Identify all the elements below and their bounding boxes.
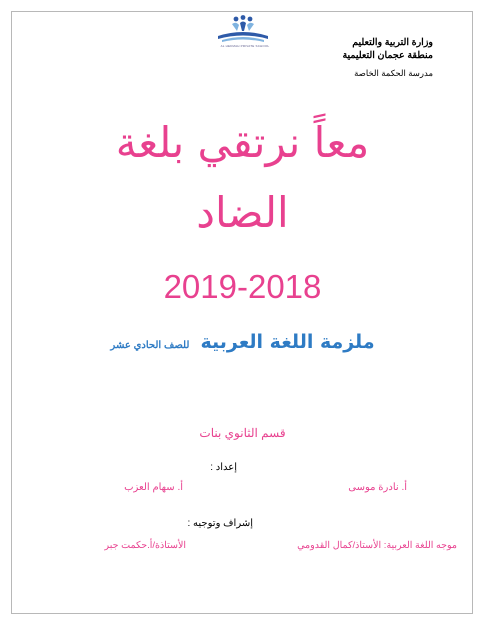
grade-label: للصف الحادي عشر [110,340,190,351]
supervisor-name: موجه اللغة العربية: الأستاذ/كمال القدومي [297,540,457,551]
author-name: أ. سهام العزب [124,482,183,493]
author-name: أ. نادرة موسى [348,482,407,493]
cover-title-line2: الضاد [196,188,289,237]
section-label: قسم الثانوي بنات [199,426,286,440]
logo-caption: AL HEKMAH PRIVATE SCHOOL [220,44,270,48]
school-name: مدرسة الحكمة الخاصة [354,68,433,78]
prepared-by-label: إعداد : [210,462,237,473]
cover-title-line1: معاً نرتقي بلغة [115,118,370,167]
zone-name: منطقة عجمان التعليمية [342,50,433,61]
supervision-label: إشراف وتوجيه : [187,518,253,529]
academic-year: 2019-2018 [163,268,322,305]
supervisor-name: الأستاذة/أ.حكمت جبر [104,540,186,551]
ministry-name: وزارة التربية والتعليم [352,37,433,48]
institution-header [342,36,433,80]
subject-title: ملزمة اللغة العربية [200,331,375,353]
subject-line [0,331,485,353]
